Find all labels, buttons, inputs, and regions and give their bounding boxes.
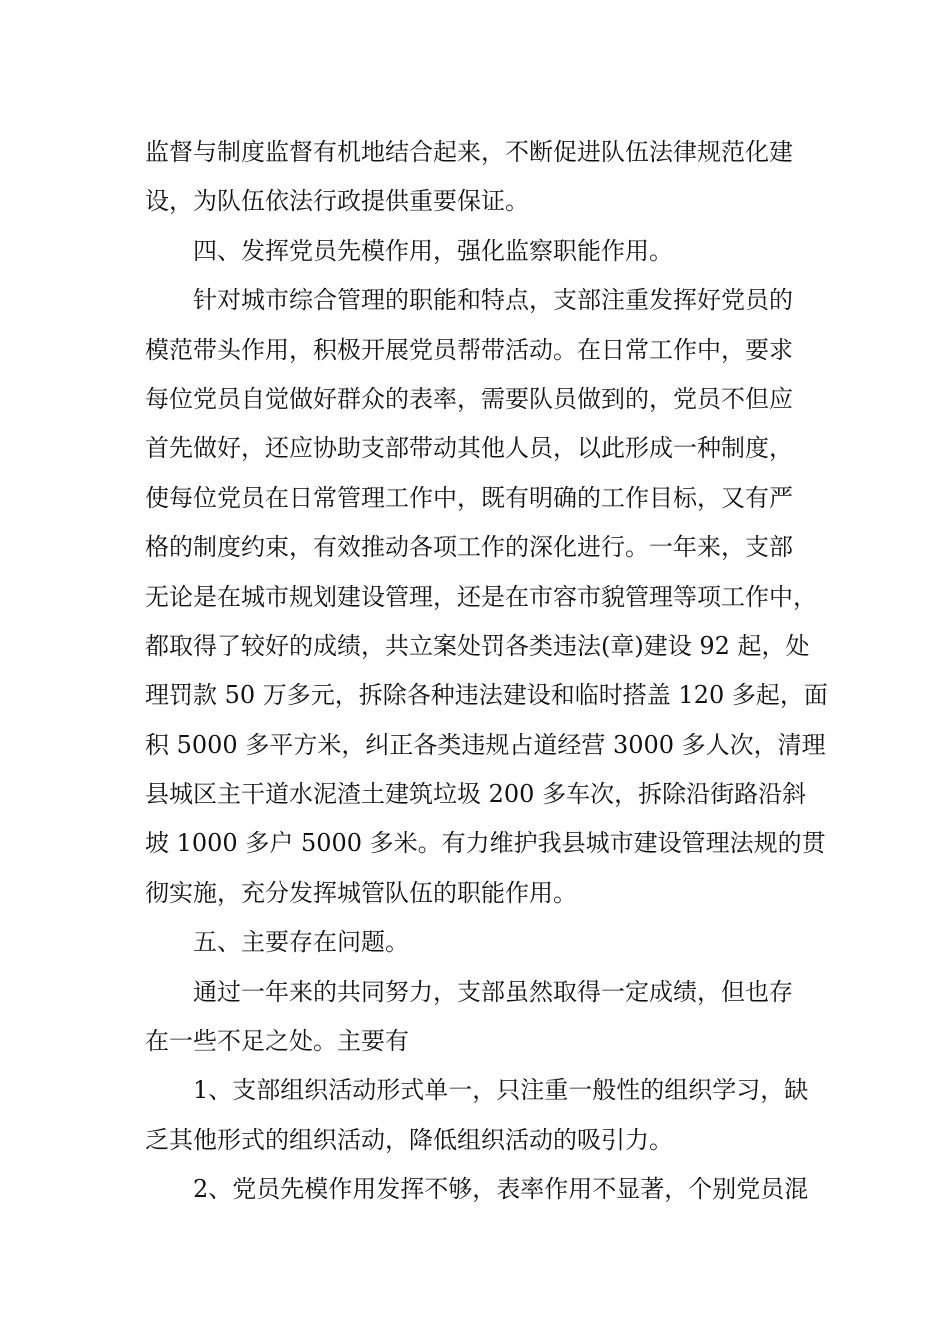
text-line-15: 坡 1000 多户 5000 多米。有力维护我县城市建设管理法规的贯 [145,829,826,858]
text-line-7: 首先做好，还应协助支部带动其他人员，以此形成一种制度， [145,434,793,463]
section-heading-5: 五、主要存在问题。 [193,928,409,957]
text-line-2: 设，为队伍依法行政提供重要保证。 [145,187,529,216]
document-body [145,128,828,1215]
text-line-13: 积 5000 多平方米，纠正各类违规占道经营 3000 多人次，清理 [145,730,826,759]
list-item-1: 1、支部组织活动形式单一，只注重一般性的组织学习，缺 [193,1076,809,1105]
text-line-10: 无论是在城市规划建设管理，还是在市容市貌管理等项工作中， [145,582,817,611]
text-line-4: 针对城市综合管理的职能和特点，支部注重发挥好党员的 [193,286,793,315]
text-line-12: 理罚款 50 万多元，拆除各种违法建设和临时搭盖 120 多起，面 [145,681,828,710]
text-line-9: 格的制度约束，有效推动各项工作的深化进行。一年来，支部 [145,533,793,562]
text-line-1: 监督与制度监督有机地结合起来，不断促进队伍法律规范化建 [145,138,793,166]
text-line-18: 通过一年来的共同努力，支部虽然取得一定成绩，但也存 [193,977,793,1006]
text-line-8: 使每位党员在日常管理工作中，既有明确的工作目标，又有严 [145,483,793,512]
text-line-21: 乏其他形式的组织活动，降低组织活动的吸引力。 [145,1125,673,1154]
text-line-11: 都取得了较好的成绩，共立案处罚各类违法(章)建设 92 起，处 [145,631,810,660]
text-line-6: 每位党员自觉做好群众的表率，需要队员做到的，党员不但应 [145,384,793,413]
text-line-14: 县城区主干道水泥渣土建筑垃圾 200 多车次，拆除沿街路沿斜 [145,780,807,809]
list-item-2: 2、党员先模作用发挥不够，表率作用不显著，个别党员混 [193,1175,809,1204]
text-line-19: 在一些不足之处。主要有 [145,1027,409,1056]
section-heading-4: 四、发挥党员先模作用，强化监察职能作用。 [193,236,673,265]
text-line-5: 模范带头作用，积极开展党员帮带活动。在日常工作中，要求 [145,335,793,364]
text-line-16: 彻实施，充分发挥城管队伍的职能作用。 [145,878,577,907]
